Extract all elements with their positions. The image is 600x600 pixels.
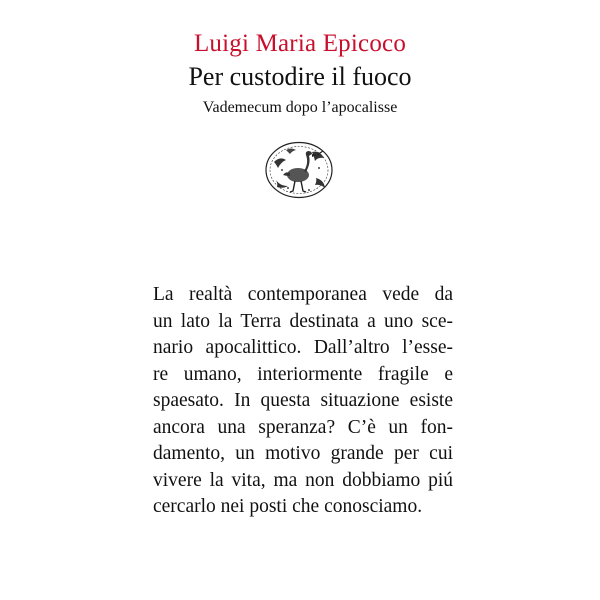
blurb-line: un lato la Terra destinata a uno sce- [153, 310, 453, 332]
blurb-text [153, 282, 453, 521]
blurb-line: spaesato. In questa situazione esiste [153, 390, 453, 411]
blurb-line: vivere la vita, ma non dobbiamo piú [153, 469, 453, 491]
book-subtitle: Vademecum dopo l’apocalisse [202, 99, 398, 116]
book-title: Per custodire il fuoco [188, 62, 412, 91]
blurb-line: cercarlo nei posti che conosciamo. [153, 496, 423, 517]
blurb-line: damento, un motivo grande per cui [153, 443, 453, 464]
blurb-line: re umano, interiormente fragile e [153, 363, 453, 385]
blurb-line: nario apocalittico. Dall’altro l’esse- [153, 337, 453, 358]
blurb-line: La realtà contemporanea vede da [153, 284, 453, 305]
author-name: Luigi Maria Epicoco [193, 30, 407, 57]
emblem-graphic [264, 140, 334, 200]
blurb-line: ancora una speranza? C’è un fon- [153, 416, 453, 438]
ostrich-emblem-icon [264, 140, 334, 200]
